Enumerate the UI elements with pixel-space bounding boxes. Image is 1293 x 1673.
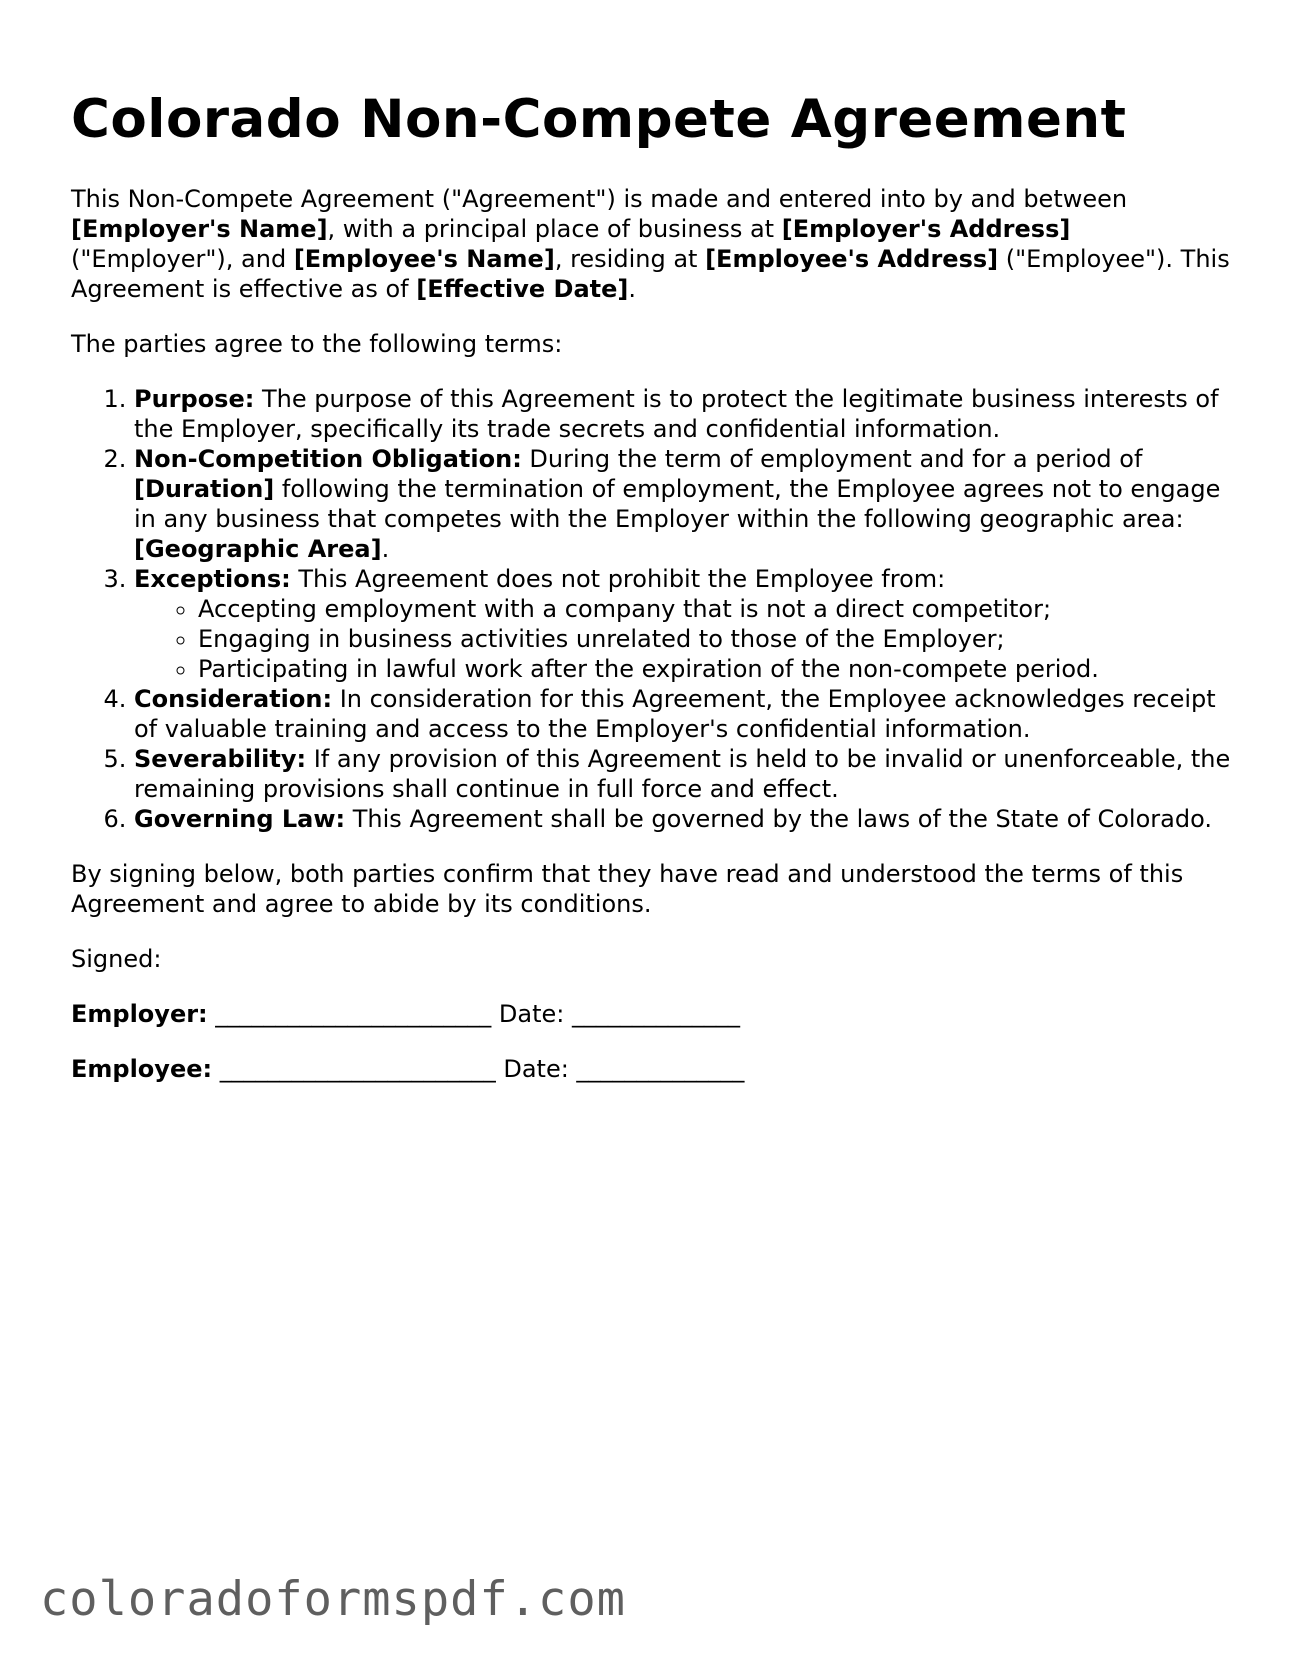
term-governing-law	[134, 804, 1231, 834]
intro-text-3: ("Employer"), and	[71, 245, 294, 273]
term-noncompete-text-3: .	[381, 535, 390, 563]
intro-text-5: ("Employee"). This Agreement is effective as of	[71, 245, 1230, 303]
term-noncompete-label: Non-Competition Obligation:	[134, 445, 522, 473]
term-purpose-text: The purpose of this Agreement is to protect the legitimate business interests of the Employer, specifically its trade secrets and confidential information.	[134, 385, 1219, 443]
term-consideration-label: Consideration:	[134, 685, 333, 713]
document-page	[71, 88, 1231, 1109]
term-exceptions	[134, 564, 1231, 684]
geographic-area-placeholder: [Geographic Area]	[134, 535, 382, 563]
document-title: Colorado Non-Compete Agreement	[71, 89, 1127, 150]
intro-text-6: .	[628, 275, 637, 303]
closing-paragraph: By signing below, both parties confirm that they have read and understood the terms of this Agreement and agree to abide by its conditions.	[71, 860, 1184, 918]
duration-placeholder: [Duration]	[134, 475, 275, 503]
intro-text-4: , residing at	[554, 245, 706, 273]
term-severability-label: Severability:	[134, 745, 307, 773]
employer-signature-blank: _______________________ Date: ______________	[207, 1000, 740, 1028]
term-noncompete-text-2: following the termination of employment, the Employee agrees not to engage in any business that competes with the Employer within the following geographic area:	[134, 475, 1221, 533]
term-severability	[134, 744, 1231, 804]
exceptions-list	[134, 594, 1231, 684]
employee-signature-blank: _______________________ Date: ______________	[212, 1055, 745, 1083]
exception-item: ◦ Engaging in business activities unrelated to those of the Employer;	[198, 624, 1231, 654]
employee-signature-label: Employee:	[71, 1055, 213, 1083]
term-purpose-label: Purpose:	[134, 385, 255, 413]
term-exceptions-label: Exceptions:	[134, 565, 291, 593]
employer-signature-label: Employer:	[71, 1000, 208, 1028]
term-consideration	[134, 684, 1231, 744]
terms-intro: The parties agree to the following terms:	[71, 330, 563, 358]
employer-name-placeholder: [Employer's Name]	[71, 215, 328, 243]
exception-item: ◦ Accepting employment with a company that is not a direct competitor;	[198, 594, 1231, 624]
employee-name-placeholder: [Employee's Name]	[293, 245, 555, 273]
terms-list	[71, 384, 1231, 834]
signed-label: Signed:	[71, 945, 162, 973]
term-governing-law-label: Governing Law:	[134, 805, 346, 833]
intro-text-1: This Non-Compete Agreement ("Agreement") is made and entered into by and between	[71, 185, 1128, 213]
term-noncompete-text-1: During the term of employment and for a period of	[521, 445, 1143, 473]
employer-address-placeholder: [Employer's Address]	[781, 215, 1071, 243]
term-consideration-text: In consideration for this Agreement, the Employee acknowledges receipt of valuable training and access to the Employer's confidential information.	[134, 685, 1216, 743]
intro-paragraph	[71, 184, 1231, 304]
term-purpose	[134, 384, 1231, 444]
effective-date-placeholder: [Effective Date]	[416, 275, 629, 303]
term-noncompete	[134, 444, 1231, 564]
term-severability-text: If any provision of this Agreement is held to be invalid or unenforceable, the remaining provisions shall continue in full force and effect.	[134, 745, 1231, 803]
term-governing-law-text: This Agreement shall be governed by the laws of the State of Colorado.	[345, 805, 1212, 833]
intro-text-2: , with a principal place of business at	[327, 215, 782, 243]
employee-signature-line	[71, 1054, 1231, 1084]
term-exceptions-text: This Agreement does not prohibit the Employee from:	[290, 565, 946, 593]
employer-signature-line	[71, 999, 1231, 1029]
site-watermark: coloradoformspdf.com	[40, 1572, 626, 1627]
exception-item: ◦ Participating in lawful work after the expiration of the non-compete period.	[198, 654, 1231, 684]
employee-address-placeholder: [Employee's Address]	[705, 245, 999, 273]
